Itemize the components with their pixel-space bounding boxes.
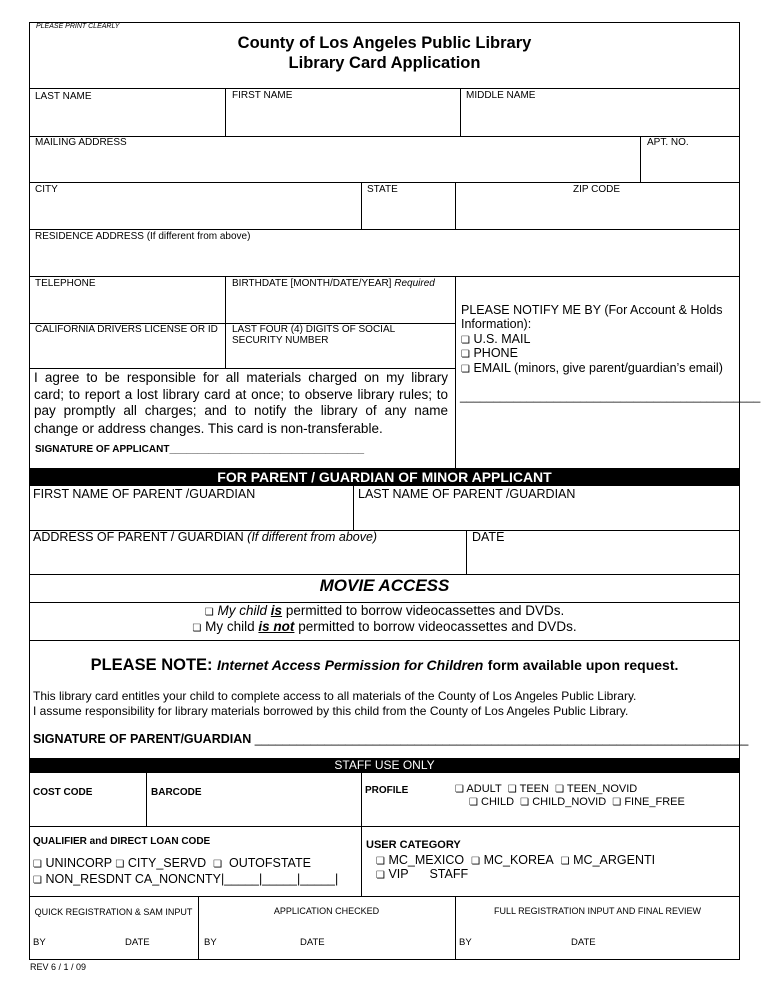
checkbox-icon: ❏ xyxy=(520,797,530,808)
applicant-signature[interactable]: SIGNATURE OF APPLICANT___________________________________ xyxy=(35,444,365,455)
checkbox-icon: ❏ xyxy=(612,797,622,808)
checkbox-icon: ❏ xyxy=(507,784,517,795)
cost-code-field[interactable] xyxy=(30,800,144,824)
profile-row-2[interactable]: ❏ CHILD ❏ CHILD_NOVID ❏ FINE_FREE xyxy=(469,796,685,808)
ssn-label-line1: LAST FOUR (4) DIGITS OF SOCIAL xyxy=(232,324,396,335)
qualifier-row-2[interactable]: ❏ NON_RESDNT CA_NONCNTY|_____|_____|_____| xyxy=(33,872,339,886)
zip-code-label: ZIP CODE xyxy=(573,184,621,195)
checkbox-icon: ❏ xyxy=(469,797,478,808)
first-name-label: FIRST NAME xyxy=(232,90,293,101)
application-checked-label: APPLICATION CHECKED xyxy=(273,906,380,916)
guardian-signature[interactable]: SIGNATURE OF PARENT/GUARDIAN _______________________________________________________________________ xyxy=(33,732,749,746)
divider xyxy=(225,88,226,136)
user-category-row-2[interactable]: ❏ VIP STAFF xyxy=(376,867,469,881)
divider xyxy=(29,229,740,230)
guardian-last-name-field[interactable] xyxy=(355,502,739,529)
note-text-2: I assume responsibility for library materials borrowed by this child from the County of Los Angeles Public Library. xyxy=(33,704,629,718)
notify-option-phone[interactable]: ❏ PHONE xyxy=(461,346,518,360)
checkbox-icon: ❏ xyxy=(455,784,464,795)
guardian-section-header: FOR PARENT / GUARDIAN OF MINOR APPLICANT xyxy=(29,468,740,486)
please-note: PLEASE NOTE: Internet Access Permission for Children form available upon request. xyxy=(90,656,679,674)
profile-row-1[interactable]: ❏ ADULT ❏ TEEN ❏ TEEN_NOVID xyxy=(455,783,638,795)
notify-heading: PLEASE NOTIFY ME BY (For Account & Holds xyxy=(461,303,723,317)
last-name-field[interactable] xyxy=(30,103,224,135)
checkbox-icon: ❏ xyxy=(461,335,470,346)
full-registration-label: FULL REGISTRATION INPUT AND FINAL REVIEW xyxy=(493,906,702,916)
guardian-first-name-label: FIRST NAME OF PARENT /GUARDIAN xyxy=(33,487,256,501)
guardian-last-name-label: LAST NAME OF PARENT /GUARDIAN xyxy=(358,487,576,501)
qualifier-row-1[interactable]: ❏ UNINCORP ❏ CITY_SERVD ❏ OUTOFSTATE xyxy=(33,856,311,870)
divider xyxy=(29,136,740,137)
divider xyxy=(225,276,226,368)
checkbox-icon: ❏ xyxy=(555,784,565,795)
apt-no-field[interactable] xyxy=(642,150,739,180)
checkbox-icon: ❏ xyxy=(33,859,42,870)
revision-note: REV 6 / 1 / 09 xyxy=(30,962,87,972)
telephone-label: TELEPHONE xyxy=(35,278,96,289)
divider xyxy=(29,574,740,575)
divider xyxy=(361,773,362,896)
checkbox-icon: ❏ xyxy=(376,870,385,881)
guardian-date-field[interactable] xyxy=(468,546,739,573)
guardian-address-field[interactable] xyxy=(30,546,465,573)
checkbox-icon: ❏ xyxy=(204,607,214,618)
movie-access-title: MOVIE ACCESS xyxy=(319,576,450,595)
city-label: CITY xyxy=(35,184,58,195)
checkbox-icon: ❏ xyxy=(213,859,223,870)
birthdate-field[interactable] xyxy=(227,291,454,321)
notify-option-email[interactable]: ❏ EMAIL (minors, give parent/guardian’s email) xyxy=(461,361,723,375)
full-reg-date[interactable]: DATE xyxy=(571,937,596,948)
user-category-label: USER CATEGORY xyxy=(366,839,461,851)
residence-address-label: RESIDENCE ADDRESS (If different from above) xyxy=(35,231,251,242)
divider xyxy=(29,896,740,897)
first-name-field[interactable] xyxy=(227,103,459,135)
full-reg-by[interactable]: BY xyxy=(459,937,472,948)
checkbox-icon: ❏ xyxy=(461,349,470,360)
residence-address-field[interactable] xyxy=(30,244,739,274)
middle-name-field[interactable] xyxy=(462,103,739,135)
divider xyxy=(455,276,456,468)
email-line[interactable]: _____________________________________________ xyxy=(460,389,761,403)
telephone-field[interactable] xyxy=(30,291,224,321)
cost-code-label: COST CODE xyxy=(33,787,93,798)
app-checked-by[interactable]: BY xyxy=(204,937,217,948)
quick-registration-label: QUICK REGISTRATION & SAM INPUT xyxy=(34,907,193,917)
checkbox-icon: ❏ xyxy=(376,856,385,867)
divider xyxy=(29,826,740,827)
app-checked-date[interactable]: DATE xyxy=(300,937,325,948)
checkbox-icon: ❏ xyxy=(461,364,470,375)
divider xyxy=(455,182,456,229)
checkbox-icon: ❏ xyxy=(192,623,202,634)
notify-heading-cont: Information): xyxy=(461,317,532,331)
user-category-row-1[interactable]: ❏ MC_MEXICO ❏ MC_KOREA ❏ MC_ARGENTI xyxy=(376,853,656,867)
divider xyxy=(361,182,362,229)
divider xyxy=(146,773,147,826)
agreement-text-last: change or address changes. This card is non-transferable. xyxy=(34,421,383,436)
staff-use-header: STAFF USE ONLY xyxy=(29,758,740,773)
state-field[interactable] xyxy=(363,197,453,227)
divider xyxy=(353,486,354,530)
drivers-license-field[interactable] xyxy=(30,338,224,366)
notify-option-mail[interactable]: ❏ U.S. MAIL xyxy=(461,332,531,346)
barcode-label: BARCODE xyxy=(151,787,202,798)
note-text-1: This library card entitles your child to complete access to all materials of the County of Los Angeles Public Library. xyxy=(33,689,637,703)
checkbox-icon: ❏ xyxy=(560,856,570,867)
checkbox-icon: ❏ xyxy=(33,875,42,886)
agreement-text: I agree to be responsible for all materials charged on my library card; to report a lost library card at once; to observe library rules; to pay promptly all charges; and to notify the library of any name xyxy=(34,370,448,418)
middle-name-label: MIDDLE NAME xyxy=(466,90,536,101)
divider xyxy=(29,368,456,369)
checkbox-icon: ❏ xyxy=(115,859,125,870)
divider xyxy=(460,88,461,136)
ssn-label-line2: SECURITY NUMBER xyxy=(232,335,329,346)
quick-reg-by[interactable]: BY xyxy=(33,937,46,948)
mailing-address-label: MAILING ADDRESS xyxy=(35,137,127,148)
guardian-address-label: ADDRESS OF PARENT / GUARDIAN (If different from above) xyxy=(33,530,378,544)
guardian-date-label: DATE xyxy=(472,530,505,544)
divider xyxy=(29,276,740,277)
checkbox-icon: ❏ xyxy=(471,856,481,867)
quick-reg-date[interactable]: DATE xyxy=(125,937,150,948)
mailing-address-field[interactable] xyxy=(30,150,638,180)
ssn-field[interactable] xyxy=(227,348,454,366)
qualifier-label: QUALIFIER and DIRECT LOAN CODE xyxy=(33,836,211,847)
zip-code-field[interactable] xyxy=(457,197,739,227)
barcode-field[interactable] xyxy=(148,800,359,824)
birthdate-required-note: Required xyxy=(394,278,435,289)
last-name-label: LAST NAME xyxy=(35,91,92,102)
movie-option-not-permitted[interactable]: ❏ My child is not permitted to borrow videocassettes and DVDs. xyxy=(192,619,577,634)
state-label: STATE xyxy=(367,184,398,195)
divider xyxy=(29,640,740,641)
guardian-first-name-field[interactable] xyxy=(30,502,352,529)
divider xyxy=(29,182,740,183)
divider xyxy=(640,136,641,182)
city-field[interactable] xyxy=(30,197,359,227)
print-clearly-note: PLEASE PRINT CLEARLY xyxy=(36,23,120,30)
apt-no-label: APT. NO. xyxy=(647,137,689,148)
divider xyxy=(466,530,467,574)
movie-option-permitted[interactable]: ❏ My child is permitted to borrow videocassettes and DVDs. xyxy=(204,603,565,618)
profile-label: PROFILE xyxy=(365,785,409,796)
birthdate-label: BIRTHDATE [MONTH/DATE/YEAR] Required xyxy=(232,278,435,289)
divider xyxy=(29,88,740,89)
drivers-license-label: CALIFORNIA DRIVERS LICENSE OR ID xyxy=(35,324,218,335)
form-title: County of Los Angeles Public Library xyxy=(237,34,532,52)
form-subtitle: Library Card Application xyxy=(288,54,481,72)
